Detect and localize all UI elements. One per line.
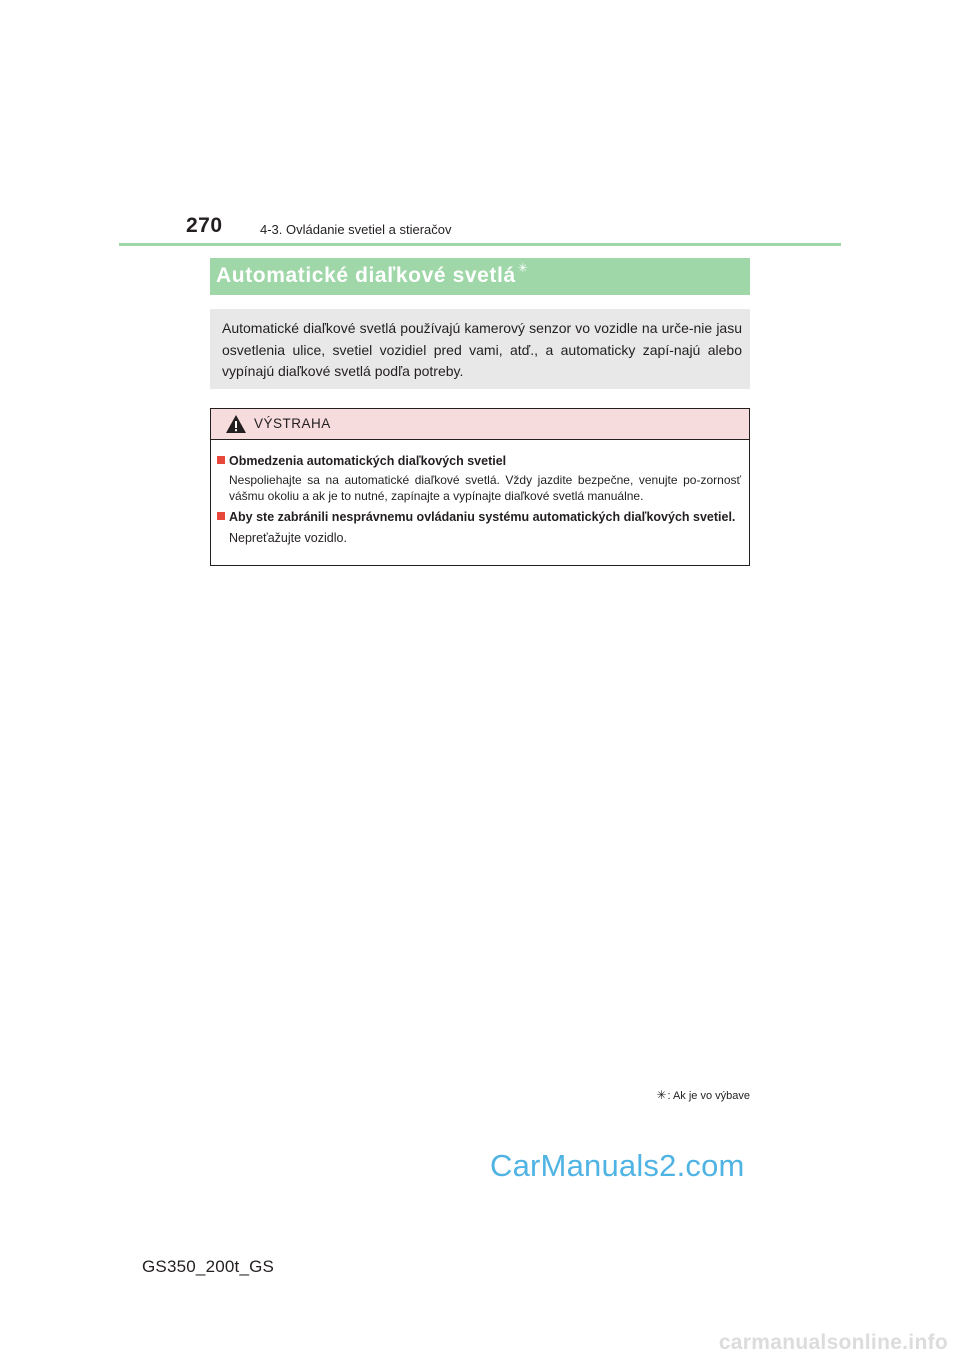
- section-title-bar: [210, 258, 750, 295]
- intro-text: Automatické diaľkové svetlá používajú kamerový senzor vo vozidle na urče-nie jasu osvetlenia ulice, svetiel vozidiel pred vami, atď., a automaticky zapí-najú alebo vypínajú diaľkové svetlá podľa potreby.: [222, 320, 742, 379]
- chapter-title: 4-3. Ovládanie svetiel a stieračov: [260, 222, 452, 237]
- warning-header: [211, 409, 749, 440]
- watermark-logo: CarManuals2.com: [490, 1148, 745, 1183]
- footer-site-watermark: carmanualsonline.info: [718, 1331, 948, 1354]
- header-divider: [119, 243, 841, 246]
- intro-box: [210, 309, 750, 389]
- warning-triangle-icon: [225, 414, 247, 434]
- page-number: 270: [186, 214, 223, 237]
- warning-item-heading: Obmedzenia automatických diaľkových svetiel: [229, 454, 507, 468]
- section-title: [216, 261, 529, 288]
- square-bullet-icon: [217, 512, 225, 520]
- square-bullet-icon: [217, 456, 225, 464]
- section-title-text: Automatické diaľkové svetlá: [216, 264, 516, 287]
- document-code: GS350_200t_GS: [142, 1257, 275, 1276]
- warning-box: [210, 408, 750, 566]
- warning-item: [217, 509, 741, 546]
- warning-item-text: Nepreťažujte vozidlo.: [229, 531, 347, 545]
- warning-item-text: Nespoliehajte sa na automatické diaľkové svetlá. Vždy jazdite bezpečne, venujte po-zornosť vášmu okoliu a ak je to nutné, zapínajte a vypínajte diaľkové svetlá manuálne.: [229, 473, 741, 503]
- footnote: [656, 1088, 750, 1102]
- footnote-text: : Ak je vo výbave: [667, 1090, 750, 1102]
- warning-title: VÝSTRAHA: [254, 416, 331, 431]
- warning-body: [211, 440, 749, 546]
- optional-equipment-marker: ✳: [517, 261, 529, 275]
- warning-item-heading: Aby ste zabránili nesprávnemu ovládaniu systému automatických diaľkových svetiel.: [229, 510, 736, 524]
- footnote-marker: ✳: [656, 1088, 667, 1102]
- warning-item: [217, 453, 741, 504]
